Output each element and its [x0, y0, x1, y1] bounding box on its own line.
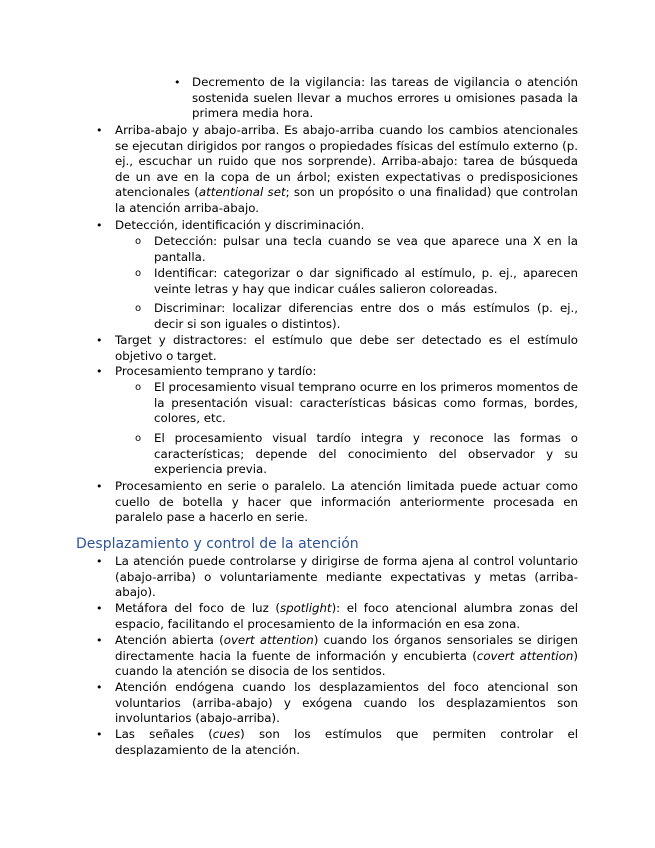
list-item-control: [115, 554, 578, 601]
item-text: Procesamiento temprano y tardío:: [115, 364, 317, 378]
bullet-marker: •: [96, 480, 103, 493]
item-text: [115, 633, 578, 680]
item-text: Atención endógena cuando los desplazamientos del foco atencional son voluntarios (arriba-abajo) y exógena cuando los desplazamientos son involuntarios (abajo-arriba).: [115, 680, 578, 726]
text-run: Las señales (: [115, 727, 213, 741]
circle-marker: o: [135, 268, 142, 279]
item-text: Decremento de la vigilancia: las tareas de vigilancia o atención sostenida suelen llevar a muchos errores u omisiones pasada la primera media hora.: [192, 75, 578, 121]
item-text: Identificar: categorizar o dar significado al estímulo, p. ej., aparecen veinte letras y hay que indicar cuáles salieron coloreadas.: [154, 266, 578, 296]
item-text: [115, 601, 578, 632]
italic-term: spotlight: [279, 601, 332, 615]
item-text: Procesamiento en serie o paralelo. La atención limitada puede actuar como cuello de botella y hacer que información anteriormente procesada en paralelo pase a hacerlo en serie.: [115, 479, 578, 525]
circle-marker: o: [135, 236, 142, 247]
text-run: ): el foco atencional alumbra zonas del espacio, facilitando el procesamiento de la información en esa zona.: [115, 601, 578, 631]
bullet-marker: •: [96, 334, 103, 347]
list-item-serie: [115, 479, 578, 526]
sub-item-deteccion: [154, 234, 578, 265]
italic-term: cues: [212, 727, 241, 741]
bullet-marker: •: [96, 602, 103, 615]
bullet-marker: •: [96, 728, 103, 741]
bullet-marker: •: [96, 681, 103, 694]
list-item-endogena: [115, 680, 578, 727]
bullet-marker: •: [96, 124, 103, 137]
sub-item-tardio: [154, 431, 578, 478]
text-run: Metáfora del foco de luz (: [115, 601, 280, 615]
item-text: [115, 727, 578, 758]
list-item-procesamiento: [115, 364, 578, 380]
italic-term: covert attention: [476, 648, 574, 663]
item-text: Target y distractores: el estímulo que debe ser detectado es el estímulo objetivo o target.: [115, 333, 578, 363]
bullet-marker: •: [96, 555, 103, 568]
text-run: ) son los estímulos que permiten controlar el desplazamiento de la atención.: [115, 727, 578, 757]
item-text: Detección: pulsar una tecla cuando se vea que aparece una X en la pantalla.: [154, 234, 578, 264]
bullet-marker: •: [96, 365, 103, 378]
circle-marker: o: [135, 382, 142, 393]
text-run: Arriba-abajo y abajo-arriba. Es abajo-arriba cuando los cambios atencionales se ejecutan dirigidos por rangos o propiedades físicas del estímulo externo (p. ej., escuchar un ruido que nos sorprende). Arriba-abajo: tarea de búsqueda de un ave en la copa de un árbol; existen expectativas o predisposiciones atencionales (: [115, 123, 578, 200]
list-item-deteccion: [115, 218, 578, 234]
list-item-target: [115, 333, 578, 364]
italic-term: overt attention: [223, 633, 314, 647]
text-run: ) cuando la atención se disocia de los sentidos.: [115, 648, 579, 679]
italic-term: attentional set: [198, 185, 286, 200]
item-text: El procesamiento visual temprano ocurre en los primeros momentos de la presentación visual: características básicas como formas, bordes, colores, etc.: [154, 380, 578, 426]
circle-marker: o: [135, 433, 142, 444]
bullet-marker: •: [174, 76, 181, 89]
section-heading: Desplazamiento y control de la atención: [76, 536, 359, 552]
sub-item-identificar: [154, 266, 578, 297]
list-item-cues: [115, 727, 578, 758]
bullet-marker: •: [96, 634, 103, 647]
text-run: ) cuando los órganos sensoriales se dirigen directamente hacia la fuente de información y encubierta (: [115, 633, 578, 663]
text-run: ; son un propósito o una finalidad) que controlan la atención arriba-abajo.: [115, 185, 579, 215]
sub-item-temprano: [154, 380, 578, 427]
list-item-vigilancia: [192, 75, 578, 122]
item-text: [115, 123, 578, 217]
item-text: Detección, identificación y discriminación.: [115, 218, 365, 232]
text-run: Atención abierta (: [115, 633, 224, 647]
item-text: Discriminar: localizar diferencias entre dos o más estímulos (p. ej., decir si son iguales o distintos).: [154, 301, 578, 331]
circle-marker: o: [135, 303, 142, 314]
bullet-marker: •: [96, 219, 103, 232]
sub-item-discriminar: [154, 301, 578, 332]
item-text: La atención puede controlarse y dirigirse de forma ajena al control voluntario (abajo-arriba) o voluntariamente mediante expectativas y metas (arriba-abajo).: [115, 554, 578, 600]
list-item-arriba-abajo: [115, 123, 578, 217]
list-item-spotlight: [115, 601, 578, 632]
list-item-overt-covert: [115, 633, 578, 680]
item-text: El procesamiento visual tardío integra y reconoce las formas o características; depende del conocimiento del observador y su experiencia previa.: [154, 431, 578, 477]
